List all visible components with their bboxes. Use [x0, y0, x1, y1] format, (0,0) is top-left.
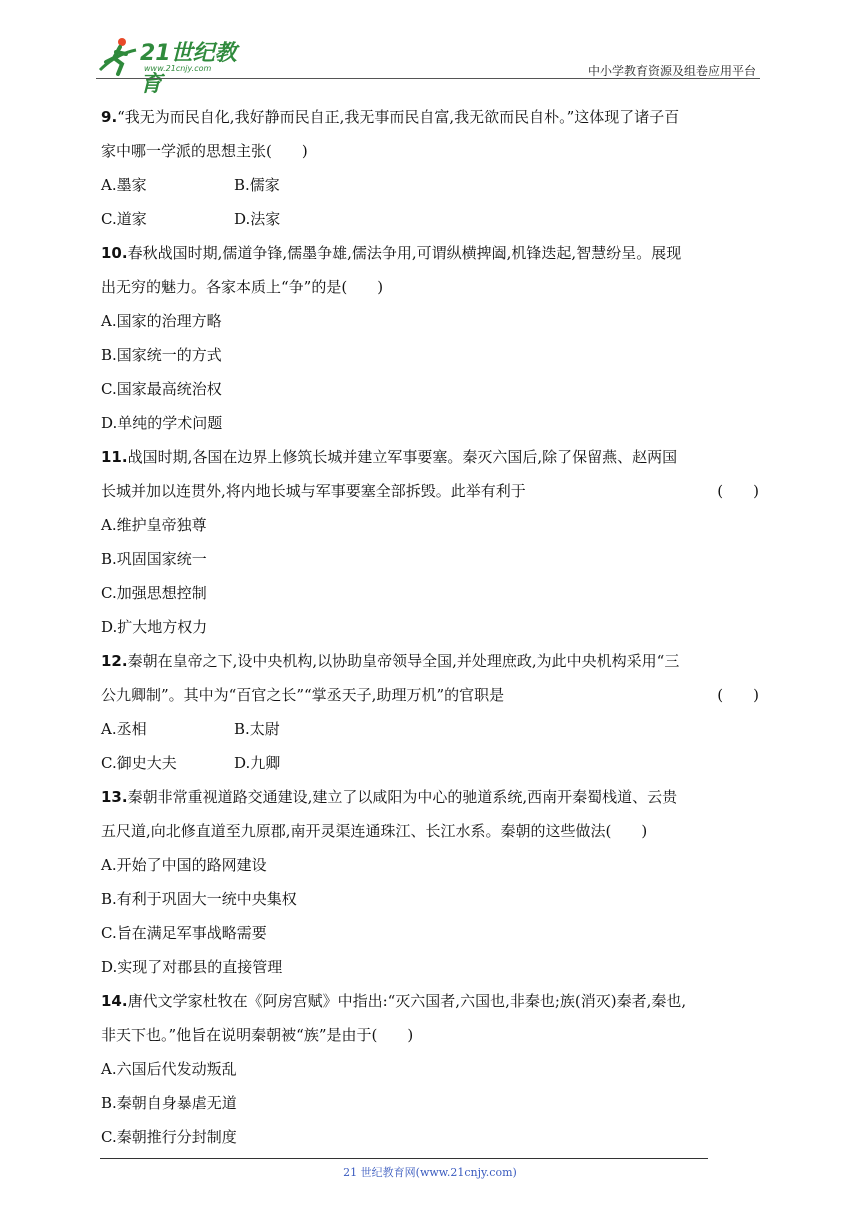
option-d[interactable]: D.实现了对郡县的直接管理 — [101, 958, 283, 976]
question-stem: 12.秦朝在皇帝之下,设中央机构,以协助皇帝领导全国,并处理庶政,为此中央机构采用“三 — [101, 652, 680, 670]
header-divider — [96, 78, 760, 79]
question-number: 11 — [101, 448, 122, 466]
option-d[interactable]: D.九卿 — [234, 754, 281, 772]
option-c[interactable]: C.旨在满足军事战略需要 — [101, 924, 267, 942]
option-a[interactable]: A.六国后代发动叛乱 — [101, 1060, 237, 1078]
question-stem: 14.唐代文学家杜牧在《阿房宫赋》中指出:“灭六国者,六国也,非秦也;族(消灭)秦者,秦也, — [101, 992, 687, 1010]
option-c[interactable]: C.加强思想控制 — [101, 584, 207, 602]
option-b[interactable]: B.儒家 — [234, 176, 280, 194]
question-number: 9 — [101, 108, 112, 126]
option-d[interactable]: D.单纯的学术问题 — [101, 414, 223, 432]
option-c[interactable]: C.秦朝推行分封制度 — [101, 1128, 237, 1146]
question-list — [101, 100, 765, 1154]
option-c[interactable]: C.道家 — [101, 210, 147, 228]
question-number: 13 — [101, 788, 122, 806]
option-a[interactable]: A.墨家 — [101, 176, 147, 194]
option-a[interactable]: A.国家的治理方略 — [101, 312, 222, 330]
option-row — [101, 168, 765, 202]
question-stem-line: 家中哪一学派的思想主张( ) — [101, 142, 308, 160]
question-13 — [101, 780, 765, 984]
question-stem-line: 长城并加以连贯外,将内地长城与军事要塞全部拆毁。此举有利于 ( ) — [101, 474, 765, 508]
option-row — [101, 202, 765, 236]
question-stem: 13.秦朝非常重视道路交通建设,建立了以咸阳为中心的驰道系统,西南开秦蜀栈道、云贵 — [101, 788, 678, 806]
option-b[interactable]: B.秦朝自身暴虐无道 — [101, 1094, 237, 1112]
question-14 — [101, 984, 765, 1154]
answer-blank: ( ) — [717, 686, 759, 704]
option-a[interactable]: A.丞相 — [101, 720, 147, 738]
option-a[interactable]: A.维护皇帝独尊 — [101, 516, 207, 534]
option-row — [101, 712, 765, 746]
question-9 — [101, 100, 765, 236]
platform-label: 中小学教育资源及组卷应用平台 — [587, 64, 756, 78]
runner-logo-icon — [96, 34, 140, 78]
logo-url: www.21cnjy.com — [144, 64, 212, 73]
page-header — [96, 30, 760, 97]
option-c[interactable]: C.国家最高统治权 — [101, 380, 222, 398]
question-stem-line: 公九卿制”。其中为“百官之长”“掌丞天子,助理万机”的官职是 ( ) — [101, 678, 765, 712]
option-c[interactable]: C.御史大夫 — [101, 754, 177, 772]
option-d[interactable]: D.法家 — [234, 210, 281, 228]
footer-divider — [100, 1158, 708, 1159]
option-b[interactable]: B.有利于巩固大一统中央集权 — [101, 890, 297, 908]
option-b[interactable]: B.国家统一的方式 — [101, 346, 222, 364]
question-12 — [101, 644, 765, 780]
question-number: 12 — [101, 652, 122, 670]
option-d[interactable]: D.扩大地方权力 — [101, 618, 208, 636]
question-stem: 10.春秋战国时期,儒道争锋,儒墨争雄,儒法争用,可谓纵横捭阖,机锋迭起,智慧纷呈。展现 — [101, 244, 682, 262]
option-b[interactable]: B.巩固国家统一 — [101, 550, 207, 568]
answer-blank: ( ) — [717, 482, 759, 500]
option-row — [101, 746, 765, 780]
question-10 — [101, 236, 765, 440]
question-stem-line: 五尺道,向北修直道至九原郡,南开灵渠连通珠江、长江水系。秦朝的这些做法( ) — [101, 822, 648, 840]
question-number: 14 — [101, 992, 122, 1010]
question-11 — [101, 440, 765, 644]
question-stem: 11.战国时期,各国在边界上修筑长城并建立军事要塞。秦灭六国后,除了保留燕、赵两国 — [101, 448, 678, 466]
option-a[interactable]: A.开始了中国的路网建设 — [101, 856, 267, 874]
page-footer: 21 世纪教育网(www.21cnjy.com) — [343, 1166, 517, 1179]
question-stem: 9.“我无为而民自化,我好静而民自正,我无事而民自富,我无欲而民自朴。”这体现了诸子百 — [101, 108, 680, 126]
question-stem-line: 非天下也。”他旨在说明秦朝被“族”是由于( ) — [101, 1026, 414, 1044]
question-stem-line: 出无穷的魅力。各家本质上“争”的是( ) — [101, 278, 384, 296]
option-b[interactable]: B.太尉 — [234, 720, 280, 738]
question-number: 10 — [101, 244, 122, 262]
logo-text: 21世纪教育 — [140, 41, 237, 97]
logo — [96, 34, 256, 97]
